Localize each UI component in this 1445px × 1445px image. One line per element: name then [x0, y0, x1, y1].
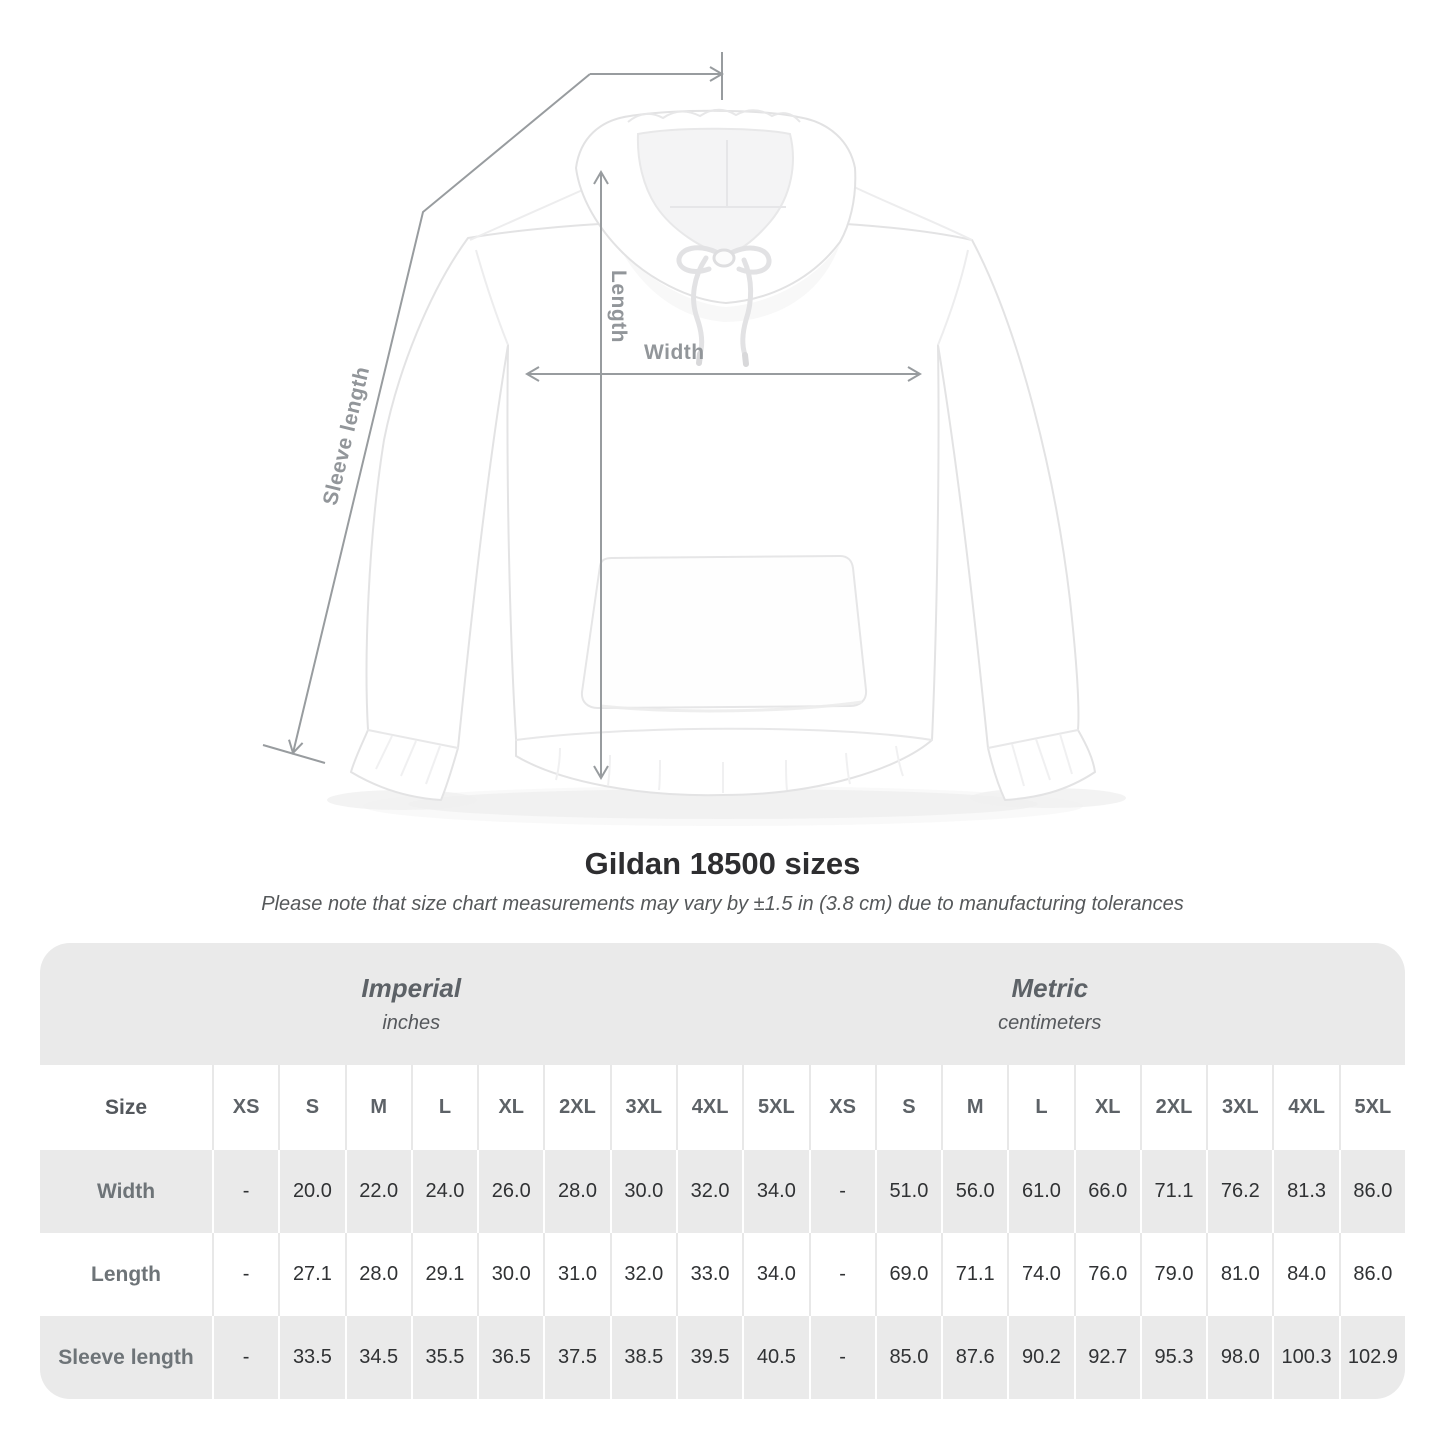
value-cell: 86.0 [1339, 1233, 1405, 1316]
row-label: Width [96, 1179, 156, 1203]
value-cell: 24.0 [411, 1150, 477, 1233]
value-cell: 87.6 [941, 1316, 1007, 1399]
value-cell: 29.1 [411, 1233, 477, 1316]
imperial-unit-group [70, 943, 753, 1065]
value-cell: 22.0 [345, 1150, 411, 1233]
value-cell: - [809, 1150, 875, 1233]
value-cell: 30.0 [610, 1150, 676, 1233]
size-col-header: S [875, 1065, 941, 1150]
value-cell: - [809, 1233, 875, 1316]
value-cell: 81.3 [1272, 1150, 1338, 1233]
size-col-header: 5XL [1339, 1065, 1405, 1150]
row-label: Sleeve length [58, 1345, 194, 1369]
row-label: Length [91, 1262, 161, 1286]
value-cell: 102.9 [1339, 1316, 1405, 1399]
value-cell: 33.5 [278, 1316, 344, 1399]
value-cell: 86.0 [1339, 1150, 1405, 1233]
size-header-row [40, 1065, 1405, 1150]
size-col-header: XS [212, 1065, 278, 1150]
imperial-label: Imperial [361, 973, 462, 1003]
value-cell: 69.0 [875, 1233, 941, 1316]
value-cell: 85.0 [875, 1316, 941, 1399]
width-row [40, 1150, 1405, 1233]
value-cell: - [212, 1316, 278, 1399]
page-title: Gildan 18500 sizes [584, 846, 861, 881]
length-measure-label: Length [607, 270, 630, 343]
size-col-header: 4XL [1272, 1065, 1338, 1150]
size-col-header: XS [809, 1065, 875, 1150]
value-cell: 71.1 [941, 1233, 1007, 1316]
value-cell: 31.0 [543, 1233, 609, 1316]
value-cell: 56.0 [941, 1150, 1007, 1233]
sleeve-length-row [40, 1316, 1405, 1399]
size-col-header: L [411, 1065, 477, 1150]
value-cell: 100.3 [1272, 1316, 1338, 1399]
size-col-header: S [278, 1065, 344, 1150]
value-cell: 39.5 [676, 1316, 742, 1399]
size-col-header: L [1007, 1065, 1073, 1150]
size-col-header: M [941, 1065, 1007, 1150]
value-cell: 98.0 [1206, 1316, 1272, 1399]
value-cell: - [809, 1316, 875, 1399]
size-col-header: 3XL [1206, 1065, 1272, 1150]
size-col-header: XL [477, 1065, 543, 1150]
value-cell: 74.0 [1007, 1233, 1073, 1316]
value-cell: 38.5 [610, 1316, 676, 1399]
size-col-header: 2XL [543, 1065, 609, 1150]
value-cell: 61.0 [1007, 1150, 1073, 1233]
size-col-header: 3XL [610, 1065, 676, 1150]
kangaroo-pocket [582, 556, 866, 711]
value-cell: 95.3 [1140, 1316, 1206, 1399]
length-row [40, 1233, 1405, 1316]
value-cell: 84.0 [1272, 1233, 1338, 1316]
size-col-header: XL [1074, 1065, 1140, 1150]
imperial-sublabel: inches [382, 1012, 441, 1034]
value-cell: 30.0 [477, 1233, 543, 1316]
value-cell: - [212, 1150, 278, 1233]
metric-sublabel: centimeters [998, 1012, 1102, 1034]
size-header-cell: Size [104, 1095, 148, 1119]
value-cell: 51.0 [875, 1150, 941, 1233]
value-cell: 28.0 [345, 1233, 411, 1316]
value-cell: 90.2 [1007, 1316, 1073, 1399]
value-cell: 36.5 [477, 1316, 543, 1399]
value-cell: 35.5 [411, 1316, 477, 1399]
value-cell: 71.1 [1140, 1150, 1206, 1233]
value-cell: 79.0 [1140, 1233, 1206, 1316]
value-cell: 32.0 [676, 1150, 742, 1233]
value-cell: 34.0 [742, 1233, 808, 1316]
value-cell: 32.0 [610, 1233, 676, 1316]
unit-group-row [40, 943, 1405, 1065]
width-measure-label: Width [644, 341, 705, 364]
value-cell: 33.0 [676, 1233, 742, 1316]
value-cell: 92.7 [1074, 1316, 1140, 1399]
value-cell: 76.0 [1074, 1233, 1140, 1316]
value-cell: - [212, 1233, 278, 1316]
value-cell: 37.5 [543, 1316, 609, 1399]
value-cell: 34.5 [345, 1316, 411, 1399]
size-col-header: M [345, 1065, 411, 1150]
tolerance-note: Please note that size chart measurements may vary by ±1.5 in (3.8 cm) due to manufacturing tolerances [261, 893, 1184, 915]
value-cell: 26.0 [477, 1150, 543, 1233]
value-cell: 40.5 [742, 1316, 808, 1399]
metric-label: Metric [1011, 973, 1089, 1003]
size-col-header: 4XL [676, 1065, 742, 1150]
metric-unit-group [709, 943, 1392, 1065]
value-cell: 20.0 [278, 1150, 344, 1233]
size-col-header: 5XL [742, 1065, 808, 1150]
value-cell: 76.2 [1206, 1150, 1272, 1233]
size-chart-table [40, 943, 1405, 1399]
value-cell: 27.1 [278, 1233, 344, 1316]
size-col-header: 2XL [1140, 1065, 1206, 1150]
value-cell: 81.0 [1206, 1233, 1272, 1316]
value-cell: 28.0 [543, 1150, 609, 1233]
value-cell: 34.0 [742, 1150, 808, 1233]
value-cell: 66.0 [1074, 1150, 1140, 1233]
sleeve-length-measure-label: Sleeve length [318, 364, 375, 508]
